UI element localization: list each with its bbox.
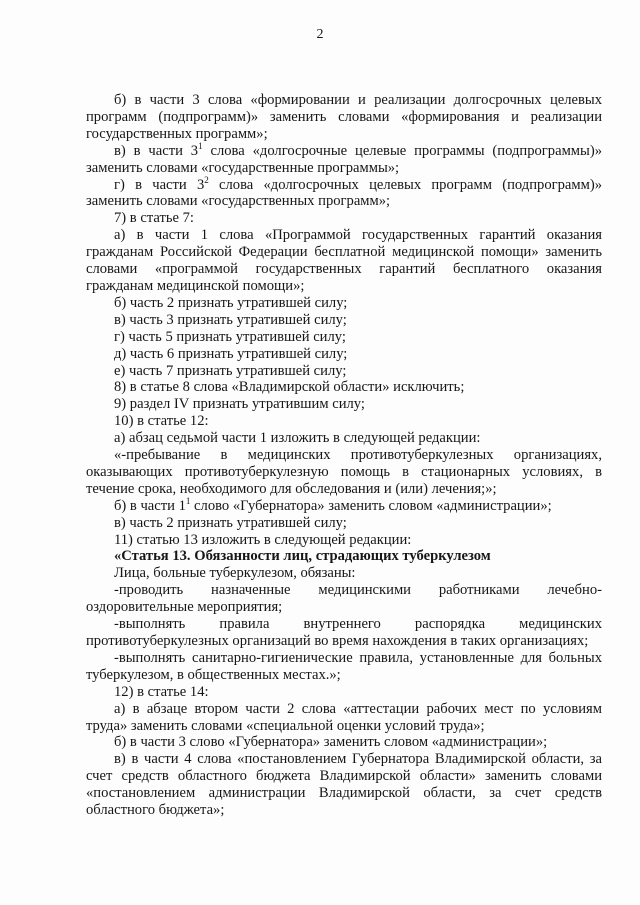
paragraph <box>86 312 602 329</box>
paragraph-text: б) в части 1 <box>114 497 186 514</box>
paragraph-text: 7) в статье 7: <box>114 210 194 227</box>
paragraph <box>86 210 602 227</box>
paragraph-text: «Статья 13. Обязанности лиц, страдающих туберкулезом <box>114 548 491 565</box>
paragraph <box>86 515 602 532</box>
paragraph <box>86 565 602 582</box>
paragraph-text: 10) в статье 12: <box>114 413 209 430</box>
paragraph <box>86 734 602 751</box>
paragraph-text: 12) в статье 14: <box>114 683 209 700</box>
page-number: 2 <box>316 27 324 42</box>
paragraph-text: слово «Губернатора» заменить словом «администрации»; <box>190 497 552 514</box>
paragraph-text: 11) статью 13 изложить в следующей редакции: <box>114 531 412 548</box>
paragraph-text: в) часть 2 признать утратившей силу; <box>114 514 347 531</box>
paragraph <box>86 447 602 498</box>
paragraph-text: б) часть 2 признать утратившей силу; <box>114 294 348 311</box>
paragraph-text: а) абзац седьмой части 1 изложить в следующей редакции: <box>114 430 481 447</box>
document-body <box>86 92 602 819</box>
superscript-number: 1 <box>185 495 191 506</box>
paragraph-text: в) в части 4 слова «постановлением Губернатора Владимирской области, за счет средств областного бюджета Владимирской области» заменить словами «постановлением администрации Владимирской области, за счет средств областного бюджета»; <box>86 751 602 819</box>
paragraph <box>86 532 602 549</box>
paragraph-text: а) в абзаце втором части 2 слова «аттестации рабочих мест по условиям труда» заменить словами «специальной оценки условий труда»; <box>86 700 602 734</box>
paragraph <box>86 495 602 515</box>
paragraph-text: -проводить назначенные медицинскими работниками лечебно- <box>114 582 602 599</box>
paragraph-text: Лица, больные туберкулезом, обязаны: <box>114 565 356 582</box>
paragraph-text: -выполнять санитарно-гигиенические правила, установленные для больных туберкулезом, в общественных местах.»; <box>86 649 602 683</box>
paragraph <box>86 174 603 211</box>
paragraph-text: г) часть 5 признать утратившей силу; <box>114 328 346 345</box>
paragraph-text: е) часть 7 признать утратившей силу; <box>114 362 347 379</box>
paragraph-text: слова «долгосрочных целевых программ (подпрограмм)» заменить словами «государственных программ»; <box>86 176 603 210</box>
superscript-number: 1 <box>198 140 203 151</box>
paragraph-text: в) часть 3 признать утратившей силу; <box>114 311 347 328</box>
paragraph <box>86 599 602 616</box>
paragraph <box>86 684 602 701</box>
paragraph-text: д) часть 6 признать утратившей силу; <box>114 345 348 362</box>
paragraph <box>86 430 602 447</box>
paragraph <box>86 329 602 346</box>
paragraph-text: в) в части 3 <box>114 142 199 159</box>
paragraph-text: б) в части 3 слово «Губернатора» заменить словом «администрации»; <box>114 734 548 751</box>
paragraph-text: «-пребывание в медицинских противотуберкулезных организациях, оказывающих противотуберкулезную помощь в стационарных условиях, в течение срока, необходимого для обследования и (или) лечения;»; <box>86 447 602 497</box>
paragraph-text: оздоровительные мероприятия; <box>86 599 283 616</box>
paragraph-text: 8) в статье 8 слова «Владимирской области» исключить; <box>114 379 465 396</box>
superscript-number: 2 <box>204 174 209 185</box>
paragraph-text: слова «долгосрочные целевые программы (подпрограммы)» заменить словами «государственные программы»; <box>86 142 603 176</box>
paragraph-text: а) в части 1 слова «Программой государственных гарантий оказания гражданам Российской Федерации бесплатной медицинской помощи» заменить словами «программой государственных гарантий бесплатного оказания гражданам медицинской помощи»; <box>86 227 602 294</box>
paragraph <box>86 751 602 819</box>
paragraph <box>86 650 602 684</box>
paragraph <box>86 548 602 565</box>
paragraph-text: 9) раздел IV признать утратившим силу; <box>114 396 365 413</box>
paragraph <box>86 295 602 312</box>
paragraph <box>86 701 602 735</box>
paragraph <box>86 616 602 650</box>
paragraph <box>86 363 602 380</box>
paragraph <box>86 140 603 177</box>
paragraph <box>86 227 602 295</box>
paragraph <box>86 413 602 430</box>
paragraph <box>86 379 602 396</box>
paragraph <box>86 582 602 599</box>
paragraph <box>86 396 602 413</box>
paragraph <box>86 92 602 143</box>
paragraph <box>86 346 602 363</box>
paragraph-text: б) в части 3 слова «формировании и реализации долгосрочных целевых программ (подпрограмм)» заменить словами «формирования и реализации государственных программ»; <box>86 92 602 142</box>
paragraph-text: г) в части 3 <box>114 176 205 193</box>
paragraph-text: -выполнять правила внутреннего распорядка медицинских противотуберкулезных организаций во время нахождения в таких организациях; <box>86 616 602 649</box>
